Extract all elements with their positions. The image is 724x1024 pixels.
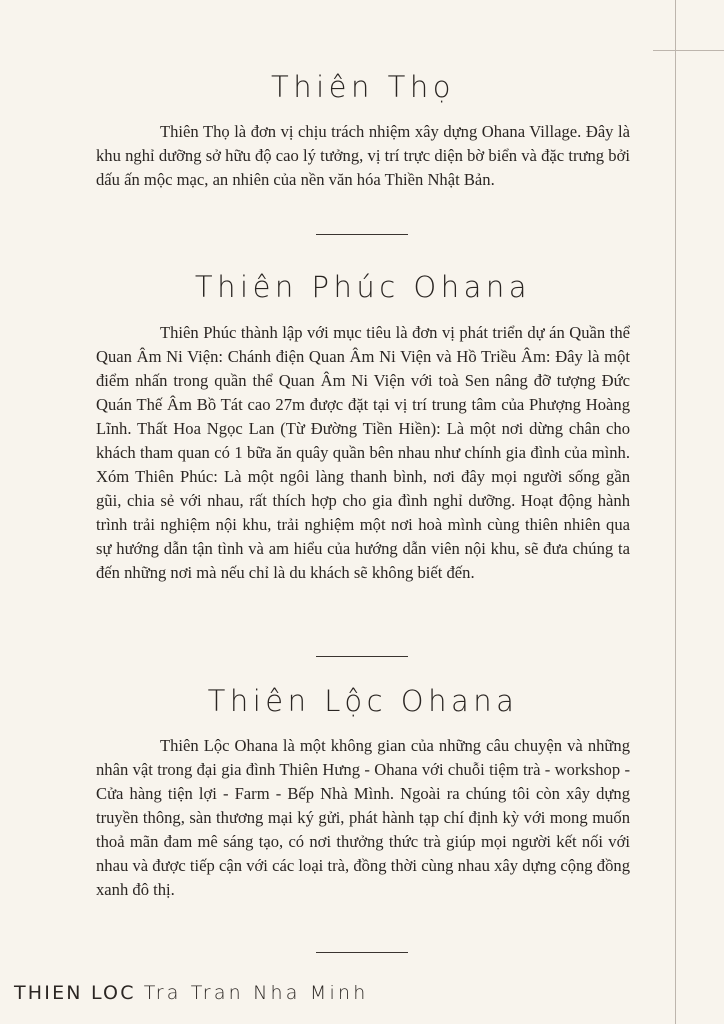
section-divider — [316, 952, 408, 953]
section-body: Thiên Lộc Ohana là một không gian của những câu chuyện và những nhân vật trong đại gia đình Thiên Hưng - Ohana với chuỗi tiệm trà - workshop - Cửa hàng tiện lợi - Farm - Bếp Nhà Mình. Ngoài ra chúng tôi còn xây dựng truyền thông, sàn thương mại ký gửi, phát hành tạp chí định kỳ với mong muốn thoả mãn đam mê sáng tạo, có nơi thưởng thức trà giúp mọi người kết nối với nhau và được tiếp cận với các loại trà, đồng thời cùng nhau xây dựng cộng đồng xanh đô thị. — [96, 736, 630, 899]
section-body: Thiên Phúc thành lập với mục tiêu là đơn vị phát triển dự án Quần thể Quan Âm Ni Viện: Chánh điện Quan Âm Ni Viện và Hồ Triều Âm: Đây là một điểm nhấn trong quần thể Quan Âm Ni Viện với toà Sen nâng đỡ tượng Đức Quán Thế Âm Bồ Tát cao 27m được đặt tại vị trí trung tâm của Phượng Hoàng Lĩnh. Thất Hoa Ngọc Lan (Từ Đường Tiền Hiền): Là một nơi dừng chân cho khách tham quan có 1 bữa ăn quây quần bên nhau như chính gia đình của mình. Xóm Thiên Phúc: Là một ngôi làng thanh bình, nơi đây mọi người sống gần gũi, chia sẻ với nhau, rất thích hợp cho gia đình nghỉ dưỡng. Hoạt động hành trình trải nghiệm nội khu, trải nghiệm một nơi hoà mình cùng thiên nhiên qua sự hướng dẫn tận tình và am hiểu của hướng dẫn viên nội khu, sẽ đưa chúng ta đến những nơi mà nếu chỉ là du khách sẽ không biết đến. — [96, 323, 630, 582]
margin-horizontal-rule — [653, 50, 724, 51]
footer-brand-name: THIEN LOC — [14, 982, 136, 1004]
section-title: Thiên Phúc Ohana — [194, 270, 532, 304]
margin-vertical-rule — [675, 0, 676, 1024]
section-divider — [316, 656, 408, 657]
section-body: Thiên Thọ là đơn vị chịu trách nhiệm xây dựng Ohana Village. Đây là khu nghỉ dưỡng sở hữu độ cao lý tưởng, vị trí trực diện bờ biển và đặc trưng bởi dấu ấn mộc mạc, an nhiên của nền văn hóa Thiền Nhật Bản. — [96, 122, 630, 189]
section-thien-loc-ohana — [96, 684, 630, 902]
section-title: Thiên Lộc Ohana — [207, 684, 519, 718]
section-divider — [316, 234, 408, 235]
section-thien-phuc-ohana — [96, 270, 630, 585]
section-thien-tho — [96, 70, 630, 192]
section-title: Thiên Thọ — [271, 70, 455, 104]
footer-tagline: Tra Tran Nha Minh — [143, 982, 369, 1004]
footer-brand — [14, 982, 368, 1004]
